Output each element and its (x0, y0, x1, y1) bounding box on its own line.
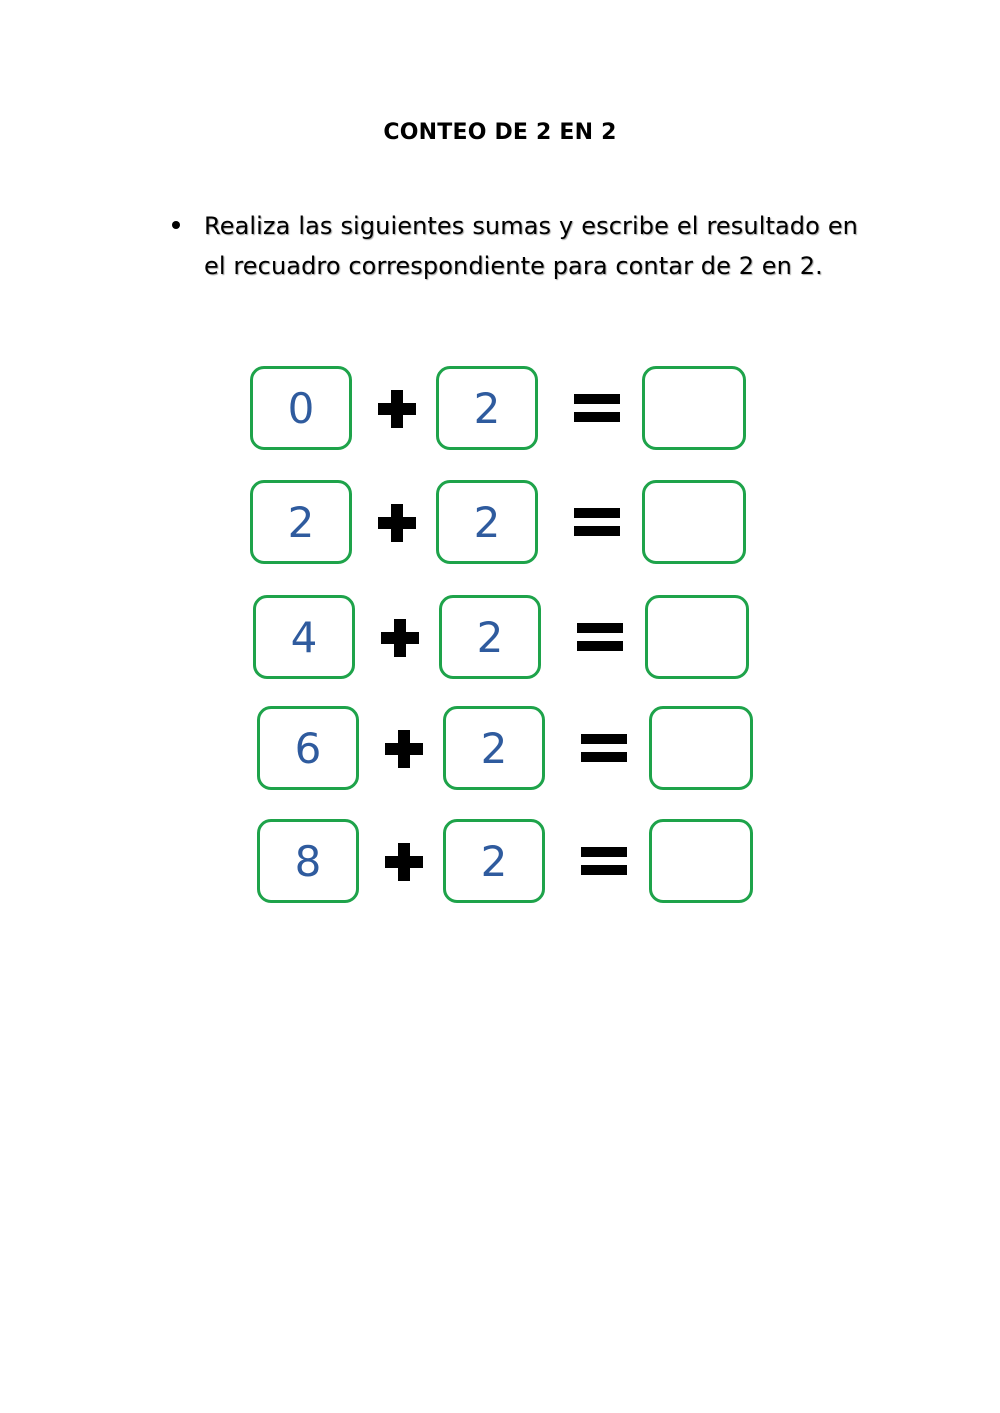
addend-a-box: 2 (250, 480, 352, 564)
equals-icon (581, 732, 627, 764)
plus-icon (385, 843, 423, 881)
plus-icon (381, 619, 419, 657)
addend-b-box: 2 (436, 366, 538, 450)
equation-row (257, 819, 757, 909)
addend-a-box: 8 (257, 819, 359, 903)
addend-a-box: 0 (250, 366, 352, 450)
page-title: CONTEO DE 2 EN 2 (383, 120, 617, 145)
addend-b-box: 2 (443, 706, 545, 790)
equation-row (253, 595, 753, 685)
answer-box[interactable] (649, 706, 753, 790)
instruction-text: Realiza las siguientes sumas y escribe el resultado en el recuadro correspondiente para contar de 2 en 2. (204, 212, 858, 280)
equation-row (250, 366, 750, 456)
plus-icon (378, 390, 416, 428)
equals-icon (577, 621, 623, 653)
plus-icon (385, 730, 423, 768)
instruction-item (172, 206, 858, 286)
plus-icon (378, 504, 416, 542)
addend-a-box: 6 (257, 706, 359, 790)
equation-row (250, 480, 750, 570)
addend-b-box: 2 (439, 595, 541, 679)
answer-box[interactable] (642, 480, 746, 564)
answer-box[interactable] (642, 366, 746, 450)
equation-row (257, 706, 757, 796)
answer-box[interactable] (645, 595, 749, 679)
bullet-icon (172, 221, 180, 229)
addend-b-box: 2 (443, 819, 545, 903)
equals-icon (574, 392, 620, 424)
equals-icon (581, 845, 627, 877)
answer-box[interactable] (649, 819, 753, 903)
addend-a-box: 4 (253, 595, 355, 679)
addend-b-box: 2 (436, 480, 538, 564)
equals-icon (574, 506, 620, 538)
